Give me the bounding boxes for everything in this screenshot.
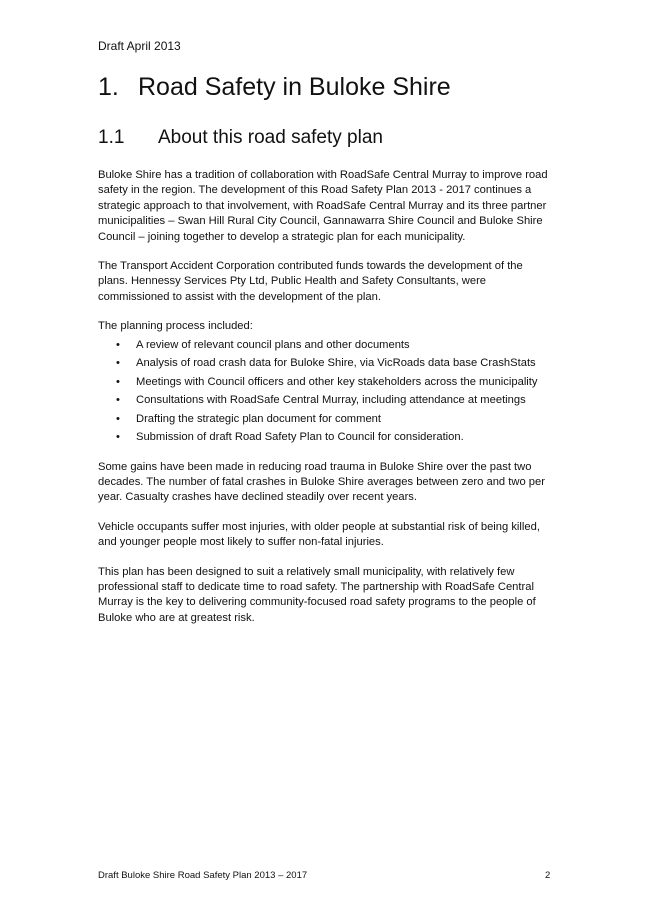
subsection-number: 1.1 (98, 127, 125, 148)
body-text (98, 168, 554, 640)
planning-process-list (98, 338, 554, 446)
planning-process-lead: The planning process included: (98, 320, 253, 333)
list-item-text: Submission of draft Road Safety Plan to Council for consideration. (136, 431, 464, 444)
bullet-icon: • (116, 431, 120, 444)
list-item (98, 430, 554, 445)
paragraph-partnership: This plan has been designed to suit a relatively small municipality, with relatively few professional staff to dedicate time to road safety. The partnership with RoadSafe Central Murray is the key to delivering community-focused road safety programs to the people of Buloke who are at greatest risk. (98, 565, 536, 624)
paragraph-injuries: Vehicle occupants suffer most injuries, with older people at substantial risk of being killed, and younger people most likely to suffer non-fatal injuries. (98, 520, 540, 549)
paragraph-trends: Some gains have been made in reducing road trauma in Buloke Shire over the past two decades. The number of fatal crashes in Buloke Shire averages between zero and two per year. Casualty crashes have declined steadily over recent years. (98, 460, 545, 504)
list-item (98, 375, 554, 390)
bullet-icon: • (116, 375, 120, 388)
subsection-title: About this road safety plan (158, 127, 383, 148)
footer-document-title: Draft Buloke Shire Road Safety Plan 2013 – 2017 (98, 870, 308, 881)
subsection-heading (98, 125, 383, 151)
footer-page-number: 2 (545, 870, 551, 881)
list-item-text: Drafting the strategic plan document for comment (136, 412, 381, 425)
list-item (98, 356, 554, 371)
list-item (98, 338, 554, 353)
list-item-text: Meetings with Council officers and other key stakeholders across the municipality (136, 375, 538, 388)
list-item-text: A review of relevant council plans and other documents (136, 338, 410, 351)
list-item (98, 412, 554, 427)
section-heading (98, 70, 451, 104)
list-item-text: Analysis of road crash data for Buloke Shire, via VicRoads data base CrashStats (136, 357, 536, 370)
bullet-icon: • (116, 357, 120, 370)
bullet-icon: • (116, 394, 120, 407)
paragraph-funding: The Transport Accident Corporation contributed funds towards the development of the plans. Hennessy Services Pty Ltd, Public Health and Safety Consultants, were commissioned to assist with the development of the plan. (98, 260, 523, 303)
list-item-text: Consultations with RoadSafe Central Murray, including attendance at meetings (136, 394, 526, 407)
paragraph-collaboration: Buloke Shire has a tradition of collaboration with RoadSafe Central Murray to improve road safety in the region. The development of this Road Safety Plan 2013 - 2017 continues a strategic approach to that involvement, with RoadSafe Central Murray and its three partner municipalities – Swan Hill Rural City Council, Gannawarra Shire Council and Buloke Shire Council – joining together to develop a strategic plan for each municipality. (98, 169, 548, 243)
bullet-icon: • (116, 338, 120, 351)
bullet-icon: • (116, 412, 120, 425)
list-item (98, 393, 554, 408)
section-number: 1. (98, 73, 119, 101)
section-title: Road Safety in Buloke Shire (138, 73, 451, 101)
draft-label: Draft April 2013 (98, 39, 181, 53)
